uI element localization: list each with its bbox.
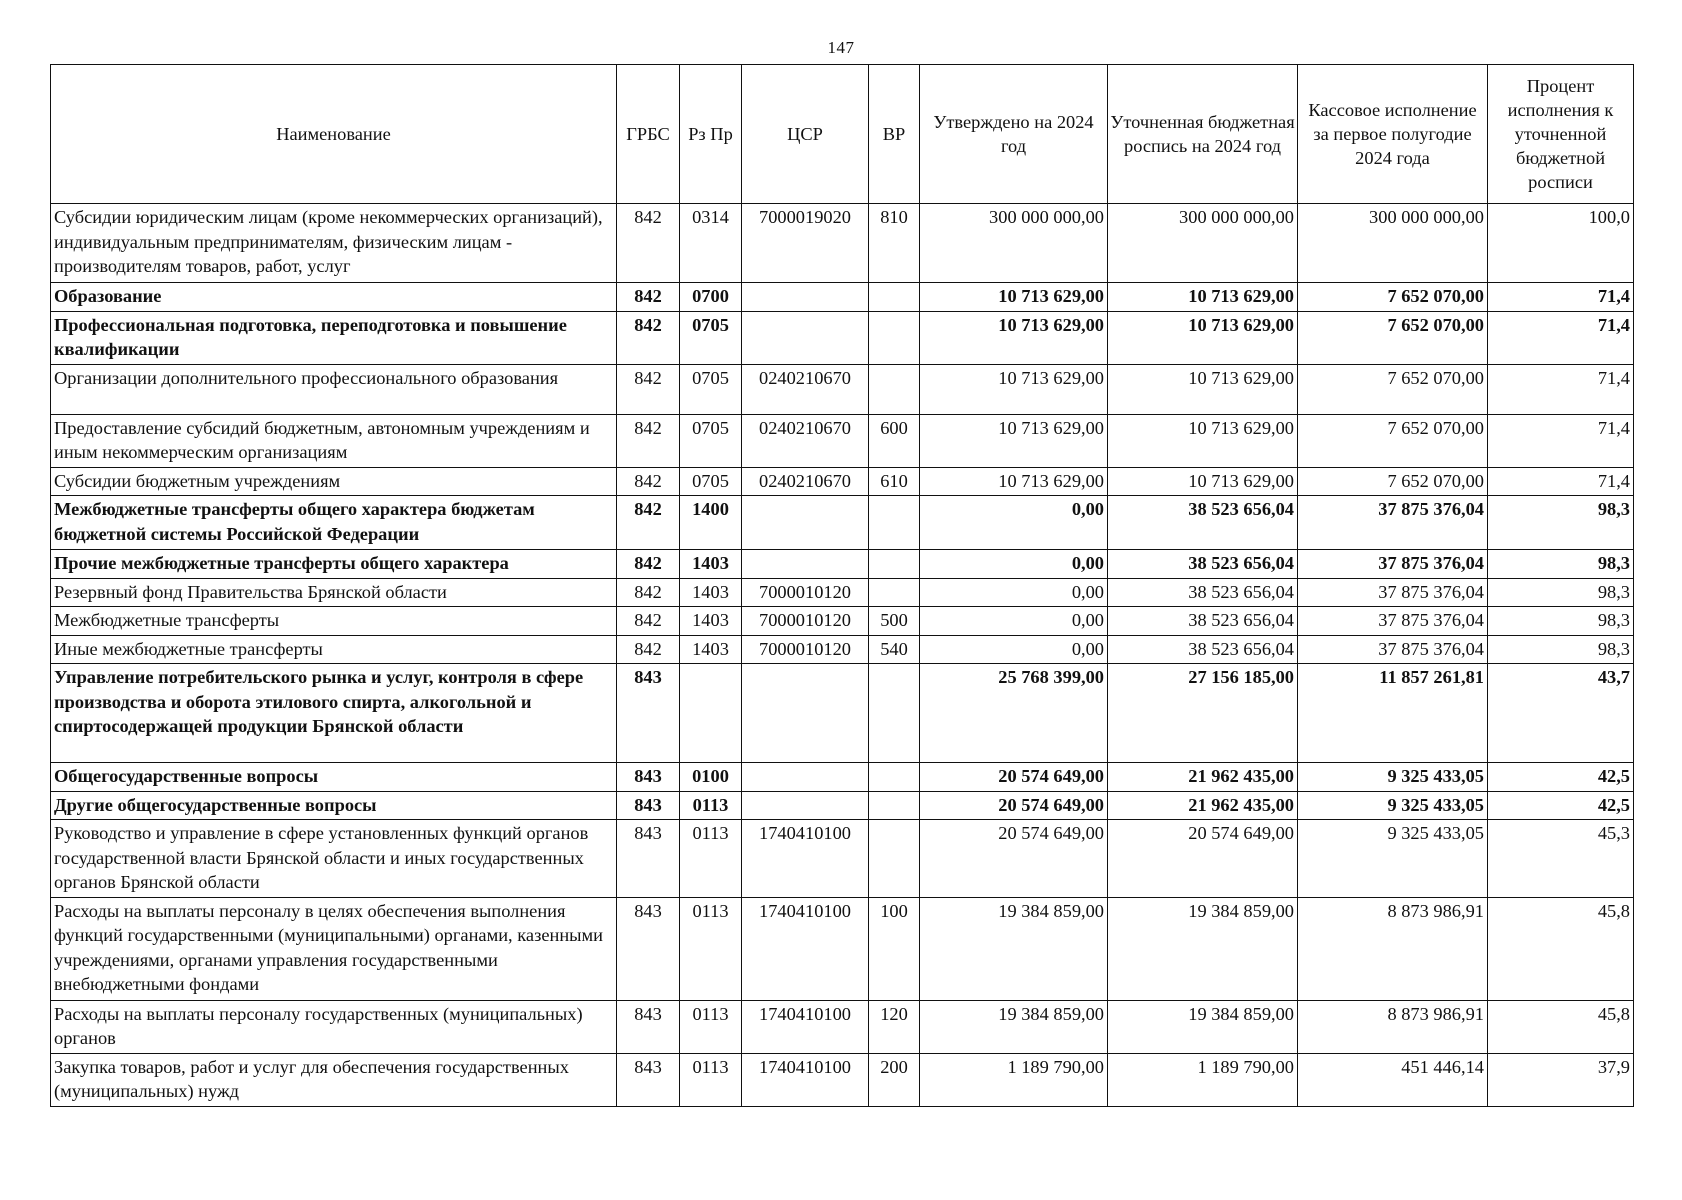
cell-csr: 1740410100 (742, 1053, 869, 1106)
cell-cash: 8 873 986,91 (1298, 1000, 1488, 1053)
cell-vr (869, 311, 920, 364)
cell-cash: 300 000 000,00 (1298, 204, 1488, 283)
cell-refined: 20 574 649,00 (1108, 820, 1298, 898)
cell-grbs: 842 (617, 467, 680, 496)
cell-approved: 300 000 000,00 (920, 204, 1108, 283)
cell-refined: 38 523 656,04 (1108, 578, 1298, 607)
cell-percent: 98,3 (1488, 607, 1634, 636)
cell-vr: 610 (869, 467, 920, 496)
cell-percent: 71,4 (1488, 311, 1634, 364)
table-row (51, 204, 1634, 283)
cell-rzpr: 0113 (680, 1000, 742, 1053)
cell-rzpr: 1400 (680, 496, 742, 550)
cell-grbs: 842 (617, 204, 680, 283)
cell-refined: 300 000 000,00 (1108, 204, 1298, 283)
cell-refined: 27 156 185,00 (1108, 664, 1298, 763)
cell-rzpr: 0113 (680, 897, 742, 1000)
table-row (51, 763, 1634, 792)
cell-percent: 42,5 (1488, 763, 1634, 792)
cell-csr: 7000019020 (742, 204, 869, 283)
cell-name: Резервный фонд Правительства Брянской области (51, 578, 617, 607)
cell-name: Иные межбюджетные трансферты (51, 635, 617, 664)
cell-cash: 9 325 433,05 (1298, 791, 1488, 820)
header-rzpr: Рз Пр (680, 65, 742, 204)
cell-approved: 10 713 629,00 (920, 283, 1108, 312)
cell-vr: 500 (869, 607, 920, 636)
cell-csr: 7000010120 (742, 578, 869, 607)
cell-csr: 0240210670 (742, 414, 869, 467)
cell-rzpr: 1403 (680, 607, 742, 636)
cell-cash: 9 325 433,05 (1298, 763, 1488, 792)
cell-rzpr: 1403 (680, 635, 742, 664)
cell-refined: 38 523 656,04 (1108, 550, 1298, 579)
header-name: Наименование (51, 65, 617, 204)
cell-name: Организации дополнительного профессионального образования (51, 364, 617, 414)
cell-refined: 10 713 629,00 (1108, 414, 1298, 467)
cell-grbs: 842 (617, 550, 680, 579)
header-approved: Утверждено на 2024 год (920, 65, 1108, 204)
cell-vr (869, 364, 920, 414)
cell-cash: 7 652 070,00 (1298, 467, 1488, 496)
cell-rzpr: 0705 (680, 364, 742, 414)
cell-vr (869, 496, 920, 550)
cell-vr: 600 (869, 414, 920, 467)
table-row (51, 550, 1634, 579)
cell-csr (742, 283, 869, 312)
cell-percent: 98,3 (1488, 635, 1634, 664)
cell-name: Межбюджетные трансферты (51, 607, 617, 636)
table-row (51, 607, 1634, 636)
cell-approved: 10 713 629,00 (920, 414, 1108, 467)
cell-refined: 19 384 859,00 (1108, 1000, 1298, 1053)
cell-name: Субсидии бюджетным учреждениям (51, 467, 617, 496)
cell-approved: 20 574 649,00 (920, 791, 1108, 820)
header-cash: Кассовое исполнение за первое полугодие 2024 года (1298, 65, 1488, 204)
cell-refined: 10 713 629,00 (1108, 467, 1298, 496)
cell-approved: 1 189 790,00 (920, 1053, 1108, 1106)
cell-grbs: 843 (617, 664, 680, 763)
cell-name: Закупка товаров, работ и услуг для обеспечения государственных (муниципальных) нужд (51, 1053, 617, 1106)
cell-csr (742, 763, 869, 792)
cell-percent: 71,4 (1488, 414, 1634, 467)
cell-grbs: 842 (617, 414, 680, 467)
cell-percent: 98,3 (1488, 550, 1634, 579)
cell-refined: 10 713 629,00 (1108, 311, 1298, 364)
header-grbs: ГРБС (617, 65, 680, 204)
header-csr: ЦСР (742, 65, 869, 204)
cell-rzpr: 0705 (680, 414, 742, 467)
cell-percent: 71,4 (1488, 364, 1634, 414)
cell-vr: 100 (869, 897, 920, 1000)
table-row (51, 467, 1634, 496)
cell-approved: 0,00 (920, 578, 1108, 607)
cell-cash: 7 652 070,00 (1298, 311, 1488, 364)
cell-name: Расходы на выплаты персоналу в целях обеспечения выполнения функций государственными (муниципальными) органами, казенными учреждениями, органами управления государственными внебюджетными фондами (51, 897, 617, 1000)
cell-percent: 45,8 (1488, 897, 1634, 1000)
cell-rzpr (680, 664, 742, 763)
cell-name: Предоставление субсидий бюджетным, автономным учреждениям и иным некоммерческим организациям (51, 414, 617, 467)
cell-refined: 10 713 629,00 (1108, 364, 1298, 414)
cell-vr: 200 (869, 1053, 920, 1106)
cell-approved: 0,00 (920, 635, 1108, 664)
cell-percent: 71,4 (1488, 467, 1634, 496)
cell-csr (742, 496, 869, 550)
cell-grbs: 843 (617, 820, 680, 898)
cell-approved: 0,00 (920, 496, 1108, 550)
table-body (51, 204, 1634, 1107)
cell-refined: 1 189 790,00 (1108, 1053, 1298, 1106)
table-row (51, 364, 1634, 414)
cell-csr: 1740410100 (742, 820, 869, 898)
table-row (51, 1053, 1634, 1106)
cell-csr (742, 550, 869, 579)
cell-grbs: 843 (617, 1000, 680, 1053)
cell-csr: 7000010120 (742, 635, 869, 664)
cell-vr: 540 (869, 635, 920, 664)
cell-refined: 21 962 435,00 (1108, 791, 1298, 820)
cell-approved: 10 713 629,00 (920, 311, 1108, 364)
cell-percent: 42,5 (1488, 791, 1634, 820)
table-row (51, 664, 1634, 763)
cell-percent: 100,0 (1488, 204, 1634, 283)
cell-refined: 10 713 629,00 (1108, 283, 1298, 312)
cell-rzpr: 0705 (680, 311, 742, 364)
cell-name: Управление потребительского рынка и услуг, контроля в сфере производства и оборота этилового спирта, алкогольной и спиртосодержащей продукции Брянской области (51, 664, 617, 763)
cell-refined: 38 523 656,04 (1108, 607, 1298, 636)
cell-vr: 810 (869, 204, 920, 283)
cell-name: Общегосударственные вопросы (51, 763, 617, 792)
cell-cash: 37 875 376,04 (1298, 578, 1488, 607)
cell-grbs: 843 (617, 1053, 680, 1106)
cell-cash: 7 652 070,00 (1298, 414, 1488, 467)
table-row (51, 897, 1634, 1000)
cell-vr (869, 283, 920, 312)
cell-rzpr: 0705 (680, 467, 742, 496)
cell-name: Руководство и управление в сфере установленных функций органов государственной власти Брянской области и иных государственных органов Брянской области (51, 820, 617, 898)
cell-grbs: 842 (617, 311, 680, 364)
cell-grbs: 842 (617, 364, 680, 414)
cell-rzpr: 0314 (680, 204, 742, 283)
cell-csr: 1740410100 (742, 1000, 869, 1053)
cell-name: Образование (51, 283, 617, 312)
cell-cash: 9 325 433,05 (1298, 820, 1488, 898)
cell-rzpr: 0700 (680, 283, 742, 312)
cell-rzpr: 1403 (680, 578, 742, 607)
cell-csr (742, 791, 869, 820)
cell-approved: 0,00 (920, 550, 1108, 579)
cell-percent: 71,4 (1488, 283, 1634, 312)
table-row (51, 414, 1634, 467)
cell-percent: 45,8 (1488, 1000, 1634, 1053)
header-row (51, 65, 1634, 204)
cell-percent: 98,3 (1488, 578, 1634, 607)
cell-vr (869, 550, 920, 579)
cell-refined: 19 384 859,00 (1108, 897, 1298, 1000)
cell-rzpr: 0113 (680, 791, 742, 820)
cell-grbs: 842 (617, 496, 680, 550)
table-row (51, 1000, 1634, 1053)
cell-percent: 45,3 (1488, 820, 1634, 898)
cell-cash: 37 875 376,04 (1298, 635, 1488, 664)
cell-cash: 37 875 376,04 (1298, 550, 1488, 579)
table-row (51, 635, 1634, 664)
cell-csr: 0240210670 (742, 364, 869, 414)
cell-grbs: 842 (617, 283, 680, 312)
cell-rzpr: 0113 (680, 820, 742, 898)
cell-approved: 25 768 399,00 (920, 664, 1108, 763)
cell-vr (869, 763, 920, 792)
table-row (51, 791, 1634, 820)
table-row (51, 283, 1634, 312)
cell-csr (742, 311, 869, 364)
cell-name: Другие общегосударственные вопросы (51, 791, 617, 820)
cell-name: Профессиональная подготовка, переподготовка и повышение квалификации (51, 311, 617, 364)
cell-csr (742, 664, 869, 763)
cell-grbs: 843 (617, 791, 680, 820)
budget-execution-table (50, 64, 1634, 1107)
cell-grbs: 842 (617, 635, 680, 664)
table-row (51, 820, 1634, 898)
cell-cash: 37 875 376,04 (1298, 607, 1488, 636)
cell-approved: 19 384 859,00 (920, 1000, 1108, 1053)
cell-cash: 451 446,14 (1298, 1053, 1488, 1106)
cell-csr: 1740410100 (742, 897, 869, 1000)
cell-cash: 7 652 070,00 (1298, 364, 1488, 414)
page-number: 147 (827, 38, 855, 57)
header-percent: Процент исполнения к уточненной бюджетной росписи (1488, 65, 1634, 204)
cell-grbs: 843 (617, 763, 680, 792)
cell-percent: 98,3 (1488, 496, 1634, 550)
cell-vr: 120 (869, 1000, 920, 1053)
cell-csr: 0240210670 (742, 467, 869, 496)
cell-name: Прочие межбюджетные трансферты общего характера (51, 550, 617, 579)
cell-vr (869, 578, 920, 607)
cell-vr (869, 791, 920, 820)
cell-refined: 21 962 435,00 (1108, 763, 1298, 792)
cell-rzpr: 1403 (680, 550, 742, 579)
header-refined: Уточненная бюджетная роспись на 2024 год (1108, 65, 1298, 204)
cell-approved: 10 713 629,00 (920, 364, 1108, 414)
cell-csr: 7000010120 (742, 607, 869, 636)
cell-rzpr: 0113 (680, 1053, 742, 1106)
cell-approved: 20 574 649,00 (920, 820, 1108, 898)
cell-approved: 10 713 629,00 (920, 467, 1108, 496)
cell-approved: 19 384 859,00 (920, 897, 1108, 1000)
cell-cash: 7 652 070,00 (1298, 283, 1488, 312)
table-row (51, 311, 1634, 364)
cell-percent: 37,9 (1488, 1053, 1634, 1106)
cell-grbs: 842 (617, 578, 680, 607)
header-vr: ВР (869, 65, 920, 204)
cell-cash: 11 857 261,81 (1298, 664, 1488, 763)
cell-vr (869, 820, 920, 898)
cell-cash: 8 873 986,91 (1298, 897, 1488, 1000)
cell-grbs: 843 (617, 897, 680, 1000)
cell-percent: 43,7 (1488, 664, 1634, 763)
cell-refined: 38 523 656,04 (1108, 635, 1298, 664)
cell-name: Расходы на выплаты персоналу государственных (муниципальных) органов (51, 1000, 617, 1053)
cell-grbs: 842 (617, 607, 680, 636)
cell-approved: 0,00 (920, 607, 1108, 636)
cell-rzpr: 0100 (680, 763, 742, 792)
cell-refined: 38 523 656,04 (1108, 496, 1298, 550)
cell-cash: 37 875 376,04 (1298, 496, 1488, 550)
cell-vr (869, 664, 920, 763)
table-row (51, 496, 1634, 550)
cell-approved: 20 574 649,00 (920, 763, 1108, 792)
table-row (51, 578, 1634, 607)
cell-name: Субсидии юридическим лицам (кроме некоммерческих организаций), индивидуальным предпринимателям, физическим лицам - производителям товаров, работ, услуг (51, 204, 617, 283)
cell-name: Межбюджетные трансферты общего характера бюджетам бюджетной системы Российской Федерации (51, 496, 617, 550)
